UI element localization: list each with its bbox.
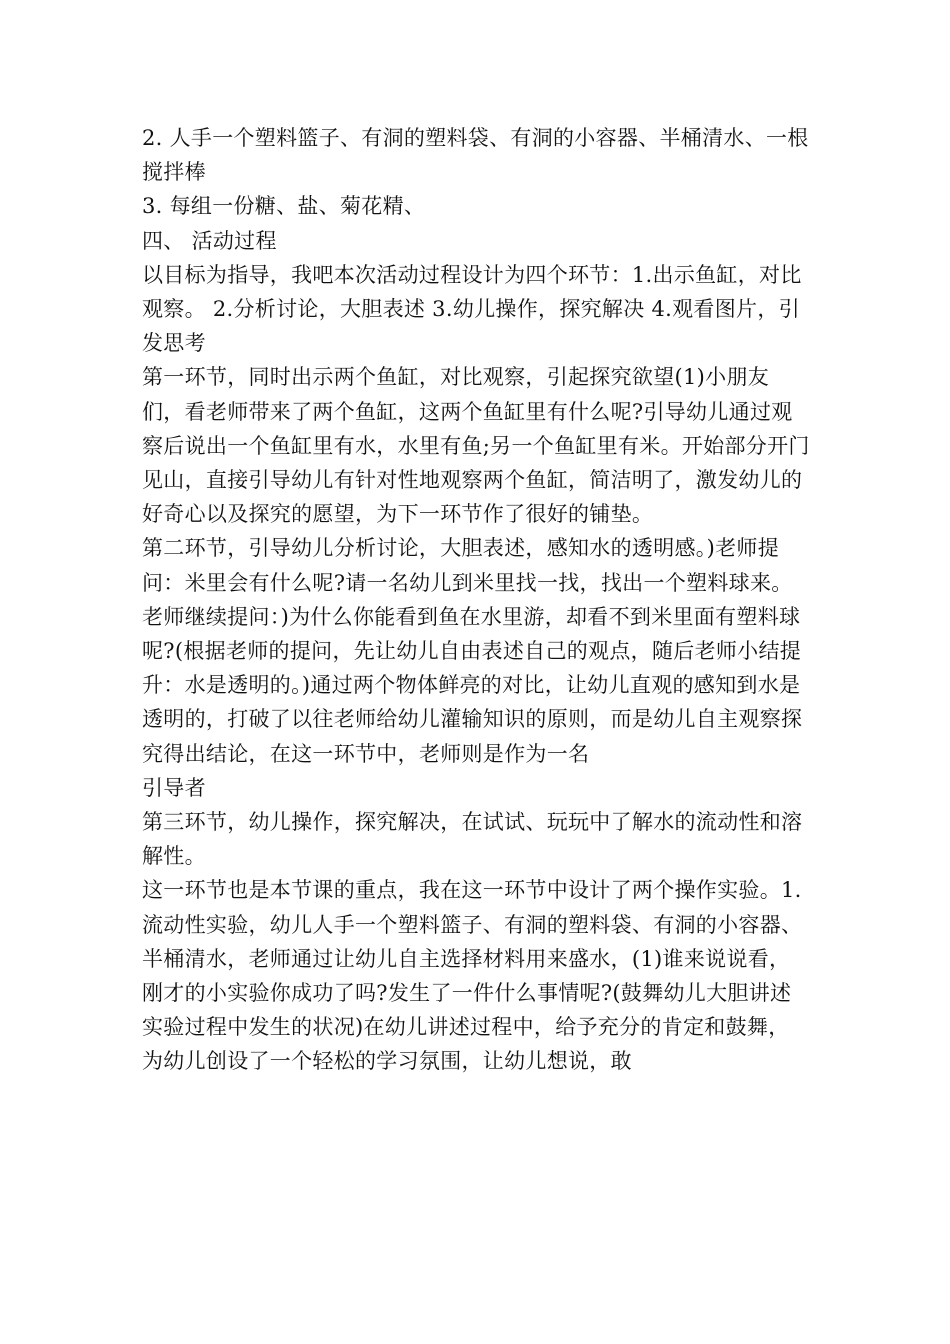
stage-one-paragraph: 第一环节，同时出示两个鱼缸，对比观察，引起探究欲望(1)小朋友们，看老师带来了两个鱼缸，这两个鱼缸里有什么呢?引导幼儿通过观察后说出一个鱼缸里有水，水里有鱼;另一个鱼缸里有米。开始部分开门见山，直接引导幼儿有针对性地观察两个鱼缸，简洁明了，激发幼儿的好奇心以及探究的愿望，为下一环节作了很好的铺垫。 — [142, 365, 810, 527]
experiment-paragraph: 这一环节也是本节课的重点，我在这一环节中设计了两个操作实验。1.流动性实验，幼儿人手一个塑料篮子、有洞的塑料袋、有洞的小容器、半桶清水，老师通过让幼儿自主选择材料用来盛水，(1)谁来说说看，刚才的小实验你成功了吗?发生了一件什么事情呢?(鼓舞幼儿大胆讲述实验过程中发生的状况)在幼儿讲述过程中，给予充分的肯定和鼓舞，为幼儿创设了一个轻松的学习氛围，让幼儿想说，敢 — [142, 878, 803, 1074]
section-heading-activity-process: 四、 活动过程 — [142, 228, 277, 253]
guide-line: 引导者 — [142, 775, 206, 800]
materials-item-2: 2. 人手一个塑料篮子、有洞的塑料袋、有洞的小容器、半桶清水、一根搅拌棒 — [142, 126, 809, 185]
stage-two-paragraph: 第二环节，引导幼儿分析讨论，大胆表述，感知水的透明感。)老师提问：米里会有什么呢?请一名幼儿到米里找一找，找出一个塑料球来。老师继续提问：)为什么你能看到鱼在水里游，却看不到米里面有塑料球呢?(根据老师的提问，先让幼儿自由表述自己的观点，随后老师小结提升：水是透明的。)通过两个物体鲜亮的对比，让幼儿直观的感知到水是透明的，打破了以往老师给幼儿灌输知识的原则，而是幼儿自主观察探究得出结论，在这一环节中，老师则是作为一名 — [142, 536, 803, 766]
activity-overview-paragraph: 以目标为指导，我吧本次活动过程设计为四个环节：1.出示鱼缸，对比观察。 2.分析讨论，大胆表述 3.幼儿操作，探究解决 4.观看图片，引发思考 — [142, 262, 802, 356]
stage-three-paragraph: 第三环节，幼儿操作，探究解决，在试试、玩玩中了解水的流动性和溶解性。 — [142, 810, 803, 869]
materials-item-3: 3. 每组一份糖、盐、菊花精、 — [142, 194, 426, 219]
document-body — [142, 121, 810, 1079]
